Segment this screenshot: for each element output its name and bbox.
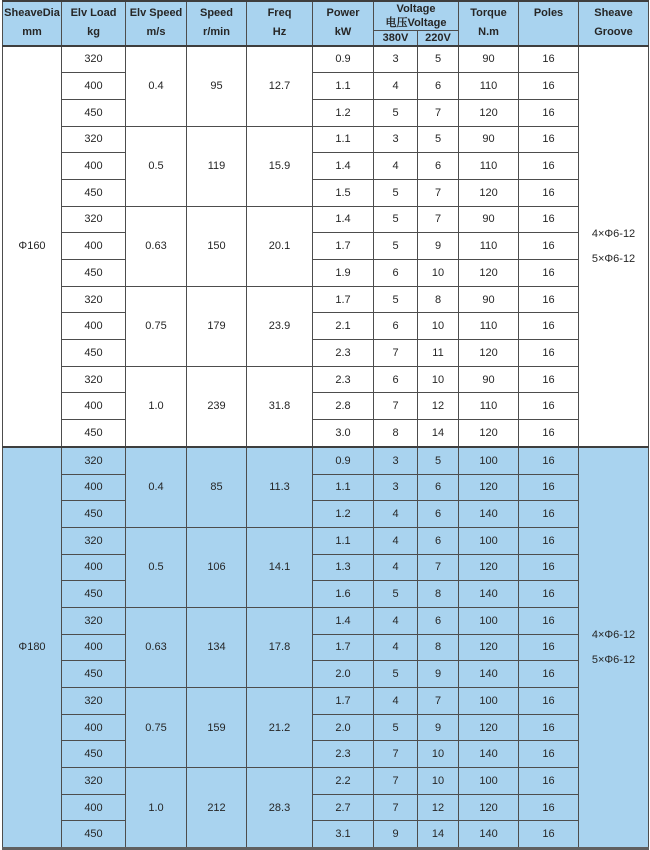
power-cell: 1.6: [313, 581, 374, 608]
torque-cell: 120: [459, 420, 519, 447]
header-unit: mm: [22, 26, 42, 39]
poles-cell: 16: [519, 554, 579, 581]
elv-speed-cell: 0.5: [126, 126, 187, 206]
elv-load-cell: 450: [62, 99, 126, 126]
poles-cell: 16: [519, 581, 579, 608]
elv-load-cell: 320: [62, 607, 126, 634]
poles-cell: 16: [519, 527, 579, 554]
col-header-elv-speed: [126, 1, 187, 46]
poles-cell: 16: [519, 821, 579, 849]
col-header-sheave-groove: [579, 1, 649, 46]
voltage-220-cell: 7: [418, 688, 459, 715]
poles-cell: 16: [519, 474, 579, 501]
voltage-380-cell: 5: [374, 286, 418, 313]
power-cell: 1.5: [313, 179, 374, 206]
torque-cell: 120: [459, 99, 519, 126]
col-header-220v: 220V: [418, 31, 459, 46]
voltage-380-cell: 5: [374, 99, 418, 126]
poles-cell: 16: [519, 768, 579, 795]
torque-cell: 120: [459, 794, 519, 821]
torque-cell: 90: [459, 366, 519, 393]
poles-cell: 16: [519, 260, 579, 287]
power-cell: 2.8: [313, 393, 374, 420]
elv-load-cell: 320: [62, 366, 126, 393]
freq-cell: 15.9: [247, 126, 313, 206]
header-label: Poles: [533, 7, 564, 20]
voltage-380-cell: 7: [374, 768, 418, 795]
torque-cell: 120: [459, 179, 519, 206]
table-row: [3, 527, 649, 554]
freq-cell: 12.7: [247, 46, 313, 127]
power-cell: 2.1: [313, 313, 374, 340]
voltage-220-cell: 8: [418, 581, 459, 608]
header-label: Torque: [470, 7, 507, 20]
col-header-380v: 380V: [374, 31, 418, 46]
poles-cell: 16: [519, 206, 579, 233]
table-row: [3, 206, 649, 233]
elv-speed-cell: 0.4: [126, 46, 187, 127]
header-label: Freq: [267, 7, 292, 20]
voltage-220-cell: 11: [418, 340, 459, 367]
torque-cell: 100: [459, 527, 519, 554]
elv-load-cell: 400: [62, 634, 126, 661]
torque-cell: 120: [459, 340, 519, 367]
elv-load-cell: 450: [62, 179, 126, 206]
table-row: [3, 366, 649, 393]
header-label: Sheave: [594, 7, 633, 20]
motor-speed-cell: 159: [187, 688, 247, 768]
voltage-380-cell: 3: [374, 474, 418, 501]
freq-cell: 31.8: [247, 366, 313, 447]
voltage-220-cell: 10: [418, 260, 459, 287]
voltage-380-cell: 4: [374, 501, 418, 528]
voltage-220-cell: 7: [418, 554, 459, 581]
torque-cell: 120: [459, 714, 519, 741]
power-cell: 1.2: [313, 501, 374, 528]
table-row: [3, 393, 649, 420]
freq-cell: 17.8: [247, 607, 313, 687]
table-row: [3, 313, 649, 340]
header-unit: m/s: [146, 26, 166, 39]
elv-speed-cell: 0.63: [126, 206, 187, 286]
voltage-220-cell: 12: [418, 393, 459, 420]
groove-line: 4×Φ6-12: [591, 628, 636, 641]
motor-speed-cell: 85: [187, 447, 247, 528]
poles-cell: 16: [519, 688, 579, 715]
elv-load-cell: 320: [62, 126, 126, 153]
voltage-380-cell: 4: [374, 73, 418, 100]
col-header-torque: [459, 1, 519, 46]
table-row: [3, 794, 649, 821]
power-cell: 0.9: [313, 447, 374, 474]
torque-cell: 110: [459, 153, 519, 180]
voltage-220-cell: 7: [418, 99, 459, 126]
poles-cell: 16: [519, 741, 579, 768]
header-label: Elv Speed: [129, 7, 183, 20]
power-cell: 3.0: [313, 420, 374, 447]
elv-load-cell: 400: [62, 714, 126, 741]
table-row: [3, 126, 649, 153]
sheave-groove-cell: [579, 46, 649, 447]
table-row: [3, 340, 649, 367]
torque-cell: 110: [459, 233, 519, 260]
table-row: [3, 661, 649, 688]
torque-cell: 120: [459, 634, 519, 661]
power-cell: 1.4: [313, 153, 374, 180]
voltage-220-cell: 7: [418, 206, 459, 233]
table-row: [3, 581, 649, 608]
sheave-dia-cell: Φ160: [3, 46, 62, 447]
elv-load-cell: 400: [62, 153, 126, 180]
freq-cell: 20.1: [247, 206, 313, 286]
power-cell: 1.7: [313, 688, 374, 715]
sheave-groove-cell: [579, 447, 649, 849]
col-header-poles: [519, 1, 579, 46]
table-row: [3, 714, 649, 741]
poles-cell: 16: [519, 714, 579, 741]
voltage-220-cell: 10: [418, 768, 459, 795]
poles-cell: 16: [519, 501, 579, 528]
torque-cell: 100: [459, 688, 519, 715]
col-header-power: [313, 1, 374, 46]
freq-cell: 23.9: [247, 286, 313, 366]
poles-cell: 16: [519, 794, 579, 821]
header-unit: N.m: [478, 26, 499, 39]
motor-speed-cell: 150: [187, 206, 247, 286]
torque-cell: 90: [459, 126, 519, 153]
elv-load-cell: 400: [62, 794, 126, 821]
poles-cell: 16: [519, 634, 579, 661]
voltage-380-cell: 8: [374, 420, 418, 447]
power-cell: 3.1: [313, 821, 374, 849]
motor-speed-cell: 179: [187, 286, 247, 366]
poles-cell: 16: [519, 447, 579, 474]
col-header-sheave-dia: [3, 1, 62, 46]
poles-cell: 16: [519, 420, 579, 447]
voltage-380-cell: 4: [374, 634, 418, 661]
power-cell: 1.1: [313, 126, 374, 153]
torque-cell: 140: [459, 661, 519, 688]
voltage-380-cell: 4: [374, 688, 418, 715]
table-row: [3, 46, 649, 73]
voltage-220-cell: 6: [418, 73, 459, 100]
elv-load-cell: 400: [62, 474, 126, 501]
elv-load-cell: 400: [62, 554, 126, 581]
voltage-380-cell: 7: [374, 794, 418, 821]
table-row: [3, 741, 649, 768]
poles-cell: 16: [519, 607, 579, 634]
elv-load-cell: 450: [62, 260, 126, 287]
table-row: [3, 260, 649, 287]
voltage-380-cell: 7: [374, 340, 418, 367]
header-unit: Hz: [272, 26, 287, 39]
voltage-380-cell: 5: [374, 233, 418, 260]
elv-load-cell: 450: [62, 581, 126, 608]
voltage-220-cell: 6: [418, 527, 459, 554]
power-cell: 1.1: [313, 527, 374, 554]
torque-cell: 140: [459, 821, 519, 849]
torque-cell: 100: [459, 447, 519, 474]
elv-load-cell: 320: [62, 527, 126, 554]
elv-load-cell: 450: [62, 340, 126, 367]
voltage-220-cell: 5: [418, 447, 459, 474]
poles-cell: 16: [519, 340, 579, 367]
sheave-dia-cell: Φ180: [3, 447, 62, 849]
torque-cell: 120: [459, 554, 519, 581]
table-body: [3, 46, 649, 849]
voltage-220-cell: 14: [418, 420, 459, 447]
table-row: [3, 233, 649, 260]
freq-cell: 28.3: [247, 768, 313, 849]
torque-cell: 110: [459, 313, 519, 340]
elv-load-cell: 400: [62, 73, 126, 100]
voltage-380-cell: 4: [374, 554, 418, 581]
header-label: Voltage: [396, 3, 436, 15]
voltage-220-cell: 10: [418, 313, 459, 340]
table-row: [3, 634, 649, 661]
voltage-220-cell: 6: [418, 501, 459, 528]
header-unit: kg: [87, 26, 100, 39]
voltage-220-cell: 5: [418, 46, 459, 73]
power-cell: 1.9: [313, 260, 374, 287]
voltage-220-cell: 7: [418, 179, 459, 206]
elv-load-cell: 450: [62, 661, 126, 688]
poles-cell: 16: [519, 661, 579, 688]
table-row: [3, 474, 649, 501]
torque-cell: 140: [459, 741, 519, 768]
header-unit: Groove: [594, 26, 633, 39]
voltage-220-cell: 14: [418, 821, 459, 849]
poles-cell: 16: [519, 233, 579, 260]
voltage-380-cell: 5: [374, 179, 418, 206]
voltage-220-cell: 8: [418, 634, 459, 661]
col-header-freq: [247, 1, 313, 46]
torque-cell: 120: [459, 474, 519, 501]
voltage-380-cell: 6: [374, 366, 418, 393]
header-label: Power: [326, 7, 360, 20]
voltage-380-cell: 4: [374, 153, 418, 180]
voltage-220-cell: 10: [418, 366, 459, 393]
torque-cell: 120: [459, 260, 519, 287]
elv-load-cell: 320: [62, 447, 126, 474]
groove-line: 4×Φ6-12: [591, 227, 636, 240]
torque-cell: 110: [459, 73, 519, 100]
power-cell: 2.3: [313, 366, 374, 393]
torque-cell: 90: [459, 206, 519, 233]
power-cell: 1.4: [313, 206, 374, 233]
header-unit: r/min: [203, 26, 230, 39]
voltage-220-cell: 6: [418, 607, 459, 634]
power-cell: 1.1: [313, 474, 374, 501]
header-label: SheaveDia: [4, 7, 60, 20]
voltage-220-cell: 5: [418, 126, 459, 153]
table-row: [3, 821, 649, 849]
freq-cell: 11.3: [247, 447, 313, 528]
groove-line: 5×Φ6-12: [591, 653, 636, 666]
voltage-380-cell: 7: [374, 393, 418, 420]
table-row: [3, 607, 649, 634]
elv-speed-cell: 0.5: [126, 527, 187, 607]
motor-speed-cell: 106: [187, 527, 247, 607]
table-row: [3, 447, 649, 474]
groove-line: 5×Φ6-12: [591, 252, 636, 265]
voltage-220-cell: 6: [418, 474, 459, 501]
power-cell: 2.0: [313, 661, 374, 688]
col-header-elv-load: [62, 1, 126, 46]
voltage-220-cell: 8: [418, 286, 459, 313]
poles-cell: 16: [519, 393, 579, 420]
power-cell: 1.2: [313, 99, 374, 126]
poles-cell: 16: [519, 366, 579, 393]
torque-cell: 100: [459, 607, 519, 634]
elv-load-cell: 320: [62, 688, 126, 715]
elv-load-cell: 320: [62, 286, 126, 313]
table-row: [3, 688, 649, 715]
elv-load-cell: 450: [62, 501, 126, 528]
elv-speed-cell: 1.0: [126, 768, 187, 849]
elv-load-cell: 400: [62, 393, 126, 420]
torque-cell: 100: [459, 768, 519, 795]
table-row: [3, 554, 649, 581]
motor-spec-table: [2, 0, 649, 850]
power-cell: 2.7: [313, 794, 374, 821]
elv-load-cell: 320: [62, 206, 126, 233]
voltage-380-cell: 3: [374, 46, 418, 73]
elv-load-cell: 400: [62, 233, 126, 260]
motor-speed-cell: 239: [187, 366, 247, 447]
elv-speed-cell: 0.63: [126, 607, 187, 687]
voltage-220-cell: 9: [418, 233, 459, 260]
voltage-220-cell: 10: [418, 741, 459, 768]
table-row: [3, 420, 649, 447]
poles-cell: 16: [519, 179, 579, 206]
torque-cell: 140: [459, 501, 519, 528]
freq-cell: 14.1: [247, 527, 313, 607]
elv-load-cell: 450: [62, 420, 126, 447]
power-cell: 2.3: [313, 340, 374, 367]
voltage-380-cell: 3: [374, 126, 418, 153]
elv-speed-cell: 1.0: [126, 366, 187, 447]
poles-cell: 16: [519, 46, 579, 73]
header-label: Speed: [199, 7, 233, 20]
torque-cell: 110: [459, 393, 519, 420]
torque-cell: 90: [459, 46, 519, 73]
power-cell: 2.0: [313, 714, 374, 741]
table-header: [3, 1, 649, 46]
power-cell: 0.9: [313, 46, 374, 73]
header-unit: kW: [334, 26, 352, 39]
table-row: [3, 179, 649, 206]
power-cell: 1.7: [313, 286, 374, 313]
poles-cell: 16: [519, 126, 579, 153]
voltage-380-cell: 5: [374, 714, 418, 741]
power-cell: 1.7: [313, 233, 374, 260]
power-cell: 1.4: [313, 607, 374, 634]
voltage-220-cell: 9: [418, 714, 459, 741]
voltage-380-cell: 9: [374, 821, 418, 849]
voltage-220-cell: 9: [418, 661, 459, 688]
torque-cell: 140: [459, 581, 519, 608]
header-unit: [519, 23, 578, 42]
elv-speed-cell: 0.4: [126, 447, 187, 528]
freq-cell: 21.2: [247, 688, 313, 768]
voltage-380-cell: 5: [374, 206, 418, 233]
motor-speed-cell: 212: [187, 768, 247, 849]
header-label-cn: 电压Voltage: [385, 17, 447, 29]
elv-load-cell: 320: [62, 768, 126, 795]
voltage-380-cell: 6: [374, 313, 418, 340]
poles-cell: 16: [519, 99, 579, 126]
poles-cell: 16: [519, 153, 579, 180]
voltage-380-cell: 3: [374, 447, 418, 474]
col-header-voltage: [374, 1, 459, 31]
elv-speed-cell: 0.75: [126, 688, 187, 768]
power-cell: 1.1: [313, 73, 374, 100]
table-row: [3, 768, 649, 795]
power-cell: 1.7: [313, 634, 374, 661]
poles-cell: 16: [519, 313, 579, 340]
voltage-380-cell: 7: [374, 741, 418, 768]
table-row: [3, 286, 649, 313]
table-row: [3, 153, 649, 180]
motor-speed-cell: 119: [187, 126, 247, 206]
motor-speed-cell: 134: [187, 607, 247, 687]
header-row-main: [3, 1, 649, 31]
voltage-380-cell: 5: [374, 661, 418, 688]
voltage-380-cell: 4: [374, 527, 418, 554]
table-row: [3, 501, 649, 528]
power-cell: 2.3: [313, 741, 374, 768]
elv-load-cell: 450: [62, 821, 126, 849]
power-cell: 1.3: [313, 554, 374, 581]
header-label: Elv Load: [70, 7, 117, 20]
power-cell: 2.2: [313, 768, 374, 795]
table-row: [3, 99, 649, 126]
torque-cell: 90: [459, 286, 519, 313]
col-header-speed: [187, 1, 247, 46]
voltage-220-cell: 6: [418, 153, 459, 180]
poles-cell: 16: [519, 73, 579, 100]
elv-load-cell: 450: [62, 741, 126, 768]
elv-load-cell: 320: [62, 46, 126, 73]
elv-load-cell: 400: [62, 313, 126, 340]
table-row: [3, 73, 649, 100]
poles-cell: 16: [519, 286, 579, 313]
voltage-380-cell: 5: [374, 581, 418, 608]
voltage-380-cell: 4: [374, 607, 418, 634]
voltage-380-cell: 6: [374, 260, 418, 287]
motor-speed-cell: 95: [187, 46, 247, 127]
elv-speed-cell: 0.75: [126, 286, 187, 366]
voltage-220-cell: 12: [418, 794, 459, 821]
